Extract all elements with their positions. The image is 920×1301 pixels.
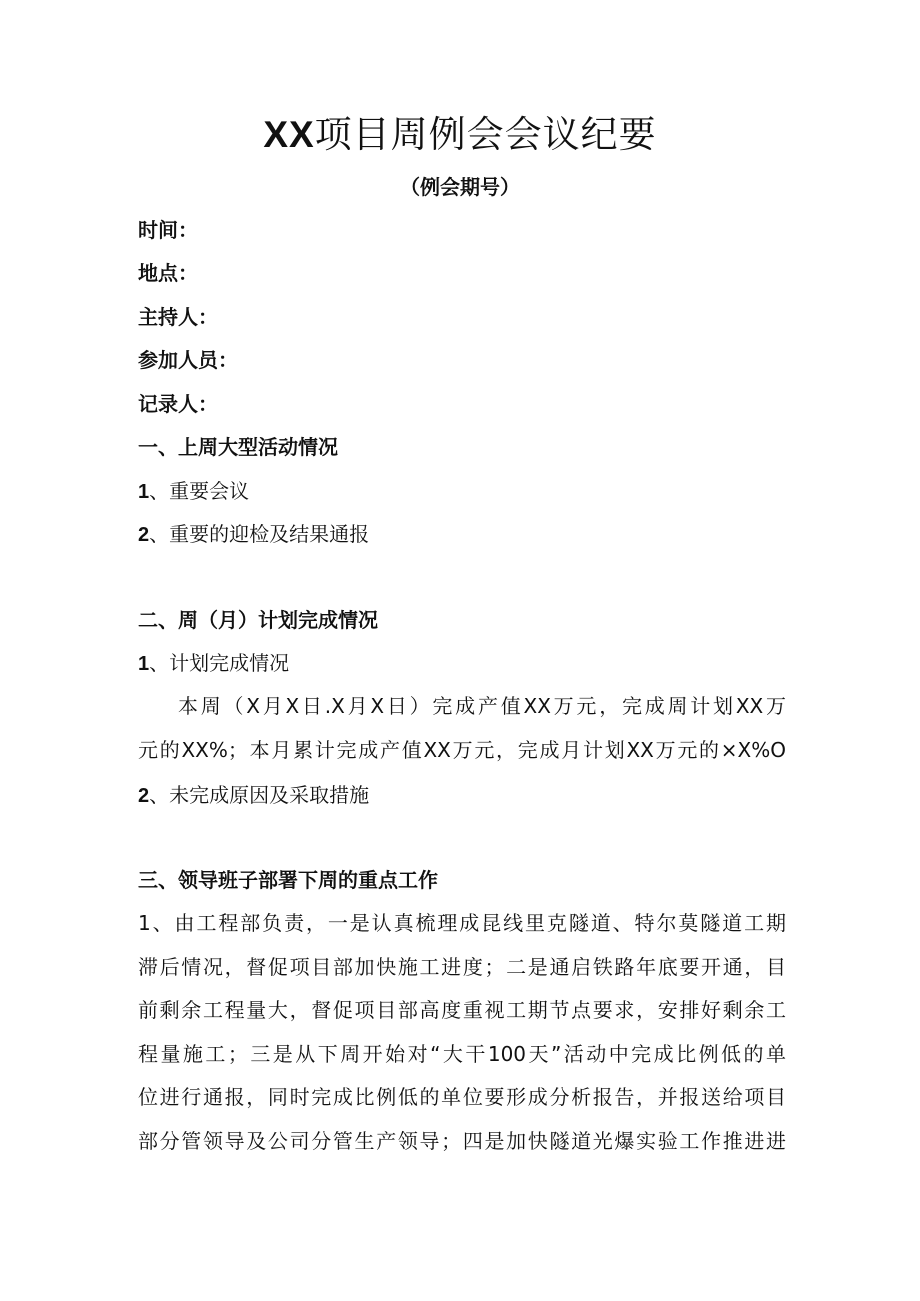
item-text: 、重要的迎检及结果通报	[149, 522, 370, 546]
title-text: 项目周例会会议纪要	[314, 113, 657, 156]
section1-item2	[138, 520, 369, 549]
paragraph-line: 本周（X月X日.X月X日）完成产值XX万元，完成周计划XX万	[178, 694, 786, 718]
section2-item1	[138, 649, 289, 678]
paragraph-line: 1、由工程部负责，一是认真梳理成昆线里克隧道、特尔莫隧道工期	[138, 911, 786, 935]
item-text: 、计划完成情况	[149, 651, 290, 675]
item-number: 1	[138, 481, 150, 503]
field-time: 时间：	[138, 218, 198, 242]
title-prefix: XX	[263, 114, 315, 155]
field-host: 主持人：	[138, 305, 218, 329]
paragraph-line: 部分管领导及公司分管生产领导；四是加快隧道光爆实验工作推进进	[138, 1128, 786, 1153]
paragraph-line: 位进行通报，同时完成比例低的单位要形成分析报告，并报送给项目	[138, 1085, 786, 1109]
section3-heading: 三、领导班子部署下周的重点工作	[138, 868, 438, 892]
paragraph-line: 前剩余工程量大，督促项目部高度重视工期节点要求，安排好剩余工	[138, 998, 786, 1022]
section1-heading: 一、上周大型活动情况	[138, 435, 338, 459]
field-attendees: 参加人员：	[138, 348, 238, 372]
paragraph-line: 滞后情况，督促项目部加快施工进度；二是通启铁路年底要开通，目	[138, 954, 786, 979]
document-subtitle: （例会期号）	[400, 175, 520, 199]
item-number: 1	[138, 653, 150, 675]
field-place: 地点：	[138, 261, 198, 285]
section1-item1	[138, 477, 249, 506]
field-recorder: 记录人：	[138, 392, 218, 416]
paragraph-line: 程量施工；三是从下周开始对“大干100天”活动中完成比例低的单	[138, 1041, 786, 1066]
item-number: 2	[138, 785, 150, 807]
paragraph-line: 元的XX%；本月累计完成产值XX万元，完成月计划XX万元的×X%O	[138, 738, 786, 762]
item-text: 、未完成原因及采取措施	[149, 783, 370, 807]
document-title	[0, 112, 920, 158]
item-text: 、重要会议	[149, 479, 250, 503]
section2-heading: 二、周（月）计划完成情况	[138, 608, 378, 632]
section3-paragraph	[138, 902, 786, 1163]
section2-paragraph	[138, 685, 786, 729]
item-number: 2	[138, 524, 150, 546]
section2-paragraph-cont	[138, 729, 786, 773]
section2-item2	[138, 781, 369, 810]
